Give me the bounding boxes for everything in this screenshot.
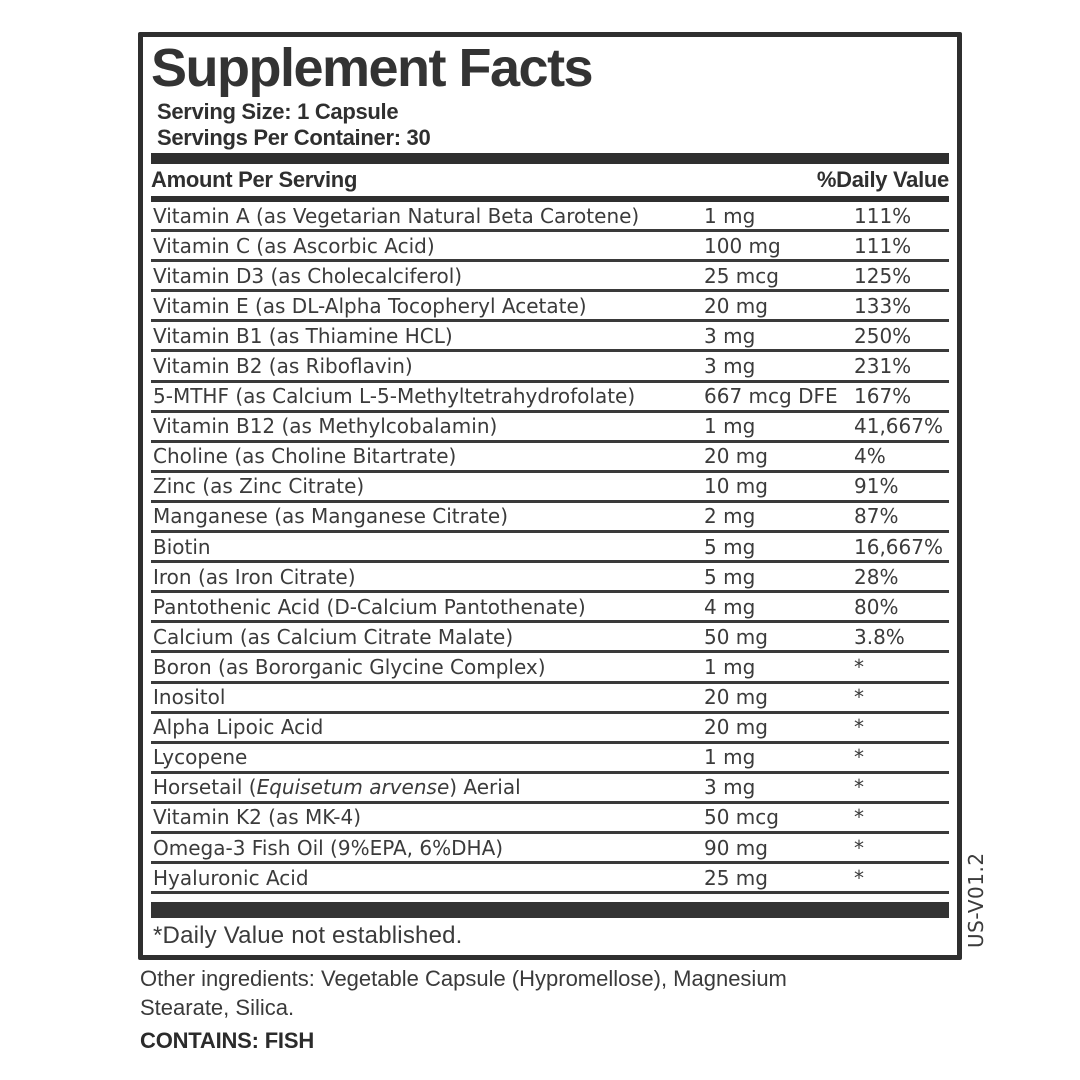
header-daily-value: %Daily Value — [816, 167, 949, 192]
ingredient-amount: 2 mg — [704, 504, 756, 529]
ingredient-name: Alpha Lipoic Acid — [153, 715, 324, 740]
ingredient-amount: 25 mcg — [704, 263, 779, 288]
table-row — [151, 653, 949, 683]
ingredient-name: Vitamin B12 (as Methylcobalamin) — [153, 414, 498, 439]
table-row — [151, 623, 949, 653]
ingredient-amount: 5 mg — [704, 534, 756, 559]
ingredient-amount: 3 mg — [704, 323, 756, 348]
other-ingredients-line1: Other ingredients: Vegetable Capsule (Hypromellose), Magnesium — [140, 966, 787, 991]
ingredient-daily-value: 16,667% — [854, 534, 943, 559]
ingredient-daily-value: * — [854, 835, 864, 860]
table-row — [151, 563, 949, 593]
supplement-facts-panel — [138, 32, 962, 960]
other-ingredients-line2: Stearate, Silica. — [140, 995, 295, 1020]
serving-size: Serving Size: 1 Capsule — [157, 99, 399, 124]
ingredient-name — [151, 775, 704, 799]
ingredient-name: Vitamin B1 (as Thiamine HCL) — [153, 323, 453, 348]
serving-info — [151, 99, 949, 151]
table-row — [151, 443, 949, 473]
ingredient-amount: 10 mg — [704, 474, 768, 499]
ingredient-daily-value: * — [854, 745, 864, 770]
divider-bar-bottom — [151, 902, 949, 918]
ingredient-name: Inositol — [153, 685, 226, 710]
ingredient-amount: 1 mg — [704, 745, 756, 770]
table-row — [151, 684, 949, 714]
ingredient-daily-value: 87% — [854, 504, 899, 529]
ingredient-amount: 20 mg — [704, 293, 768, 318]
table-row — [151, 503, 949, 533]
ingredient-amount: 5 mg — [704, 564, 756, 589]
ingredient-amount: 90 mg — [704, 835, 768, 860]
ingredient-amount: 25 mg — [704, 865, 768, 890]
ingredient-daily-value: 41,667% — [854, 414, 943, 439]
divider-bar-top — [151, 153, 949, 164]
ingredient-amount: 4 mg — [704, 594, 756, 619]
ingredient-name: Boron (as Bororganic Glycine Complex) — [153, 654, 546, 679]
table-row — [151, 774, 949, 804]
ingredient-amount: 20 mg — [704, 715, 768, 740]
ingredient-name: Hyaluronic Acid — [153, 865, 309, 890]
ingredient-name: Omega-3 Fish Oil (9%EPA, 6%DHA) — [153, 835, 504, 860]
table-row — [151, 202, 949, 232]
other-ingredients — [140, 964, 900, 1022]
ingredient-daily-value: 28% — [854, 564, 899, 589]
table-row — [151, 744, 949, 774]
ingredient-name-part: Horsetail ( — [153, 775, 257, 800]
table-row — [151, 292, 949, 322]
table-row — [151, 864, 949, 894]
ingredient-daily-value: * — [854, 865, 864, 890]
panel-title: Supplement Facts — [151, 38, 593, 98]
ingredient-name: Manganese (as Manganese Citrate) — [153, 504, 509, 529]
allergen-statement: CONTAINS: FISH — [140, 1028, 315, 1053]
ingredient-daily-value: 167% — [854, 384, 912, 409]
table-row — [151, 714, 949, 744]
ingredient-daily-value: 125% — [854, 263, 912, 288]
ingredient-name: Pantothenic Acid (D-Calcium Pantothenate) — [153, 594, 586, 619]
ingredient-daily-value: 91% — [854, 474, 899, 499]
table-header-row — [151, 164, 949, 196]
servings-per-container: Servings Per Container: 30 — [157, 125, 431, 150]
ingredient-daily-value: 80% — [854, 594, 899, 619]
table-row — [151, 834, 949, 864]
table-row — [151, 232, 949, 262]
table-row — [151, 413, 949, 443]
table-row — [151, 533, 949, 563]
ingredient-name: Vitamin D3 (as Cholecalciferol) — [153, 263, 463, 288]
ingredient-amount: 50 mg — [704, 624, 768, 649]
header-amount-per-serving: Amount Per Serving — [151, 167, 358, 192]
ingredient-amount: 3 mg — [704, 354, 756, 379]
ingredient-daily-value: 3.8% — [854, 624, 905, 649]
table-row — [151, 473, 949, 503]
ingredient-amount: 667 mcg DFE — [704, 384, 838, 409]
ingredient-daily-value: * — [854, 775, 864, 800]
ingredient-amount: 100 mg — [704, 233, 781, 258]
ingredient-name: Zinc (as Zinc Citrate) — [153, 474, 365, 499]
ingredient-name: Iron (as Iron Citrate) — [153, 564, 356, 589]
panel-inner — [143, 37, 957, 951]
ingredient-name-part: ) Aerial — [449, 775, 521, 800]
ingredient-name: Vitamin K2 (as MK-4) — [153, 805, 362, 830]
ingredient-name: Vitamin C (as Ascorbic Acid) — [153, 233, 435, 258]
ingredient-name: Calcium (as Calcium Citrate Malate) — [153, 624, 514, 649]
ingredient-name: 5-MTHF (as Calcium L-5-Methyltetrahydrofolate) — [153, 384, 636, 409]
ingredient-daily-value: 231% — [854, 354, 912, 379]
ingredient-amount: 1 mg — [704, 414, 756, 439]
ingredient-daily-value: * — [854, 715, 864, 740]
ingredient-table — [151, 202, 949, 894]
ingredient-amount: 3 mg — [704, 775, 756, 800]
ingredient-name-part: Equisetum arvense — [256, 775, 450, 800]
table-row — [151, 262, 949, 292]
table-row — [151, 593, 949, 623]
table-row — [151, 804, 949, 834]
ingredient-daily-value: 4% — [854, 444, 886, 469]
ingredient-amount: 20 mg — [704, 444, 768, 469]
ingredient-name: Vitamin E (as DL-Alpha Tocopheryl Acetate) — [153, 293, 587, 318]
ingredient-amount: 1 mg — [704, 203, 756, 228]
ingredient-amount: 20 mg — [704, 685, 768, 710]
ingredient-daily-value: 250% — [854, 323, 912, 348]
ingredient-name: Choline (as Choline Bitartrate) — [153, 444, 457, 469]
ingredient-amount: 1 mg — [704, 654, 756, 679]
table-row — [151, 383, 949, 413]
ingredient-daily-value: 111% — [854, 233, 912, 258]
version-code: US-V01.2 — [964, 852, 988, 948]
table-row — [151, 322, 949, 352]
ingredient-amount: 50 mcg — [704, 805, 779, 830]
ingredient-daily-value: 133% — [854, 293, 912, 318]
ingredient-daily-value: * — [854, 654, 864, 679]
ingredient-name: Lycopene — [153, 745, 248, 770]
ingredient-daily-value: * — [854, 805, 864, 830]
ingredient-name: Vitamin B2 (as Riboflavin) — [153, 354, 413, 379]
daily-value-footnote: *Daily Value not established. — [153, 922, 463, 950]
ingredient-daily-value: * — [854, 685, 864, 710]
ingredient-name: Vitamin A (as Vegetarian Natural Beta Carotene) — [153, 203, 640, 228]
table-row — [151, 352, 949, 382]
ingredient-name: Biotin — [153, 534, 211, 559]
ingredient-daily-value: 111% — [854, 203, 912, 228]
